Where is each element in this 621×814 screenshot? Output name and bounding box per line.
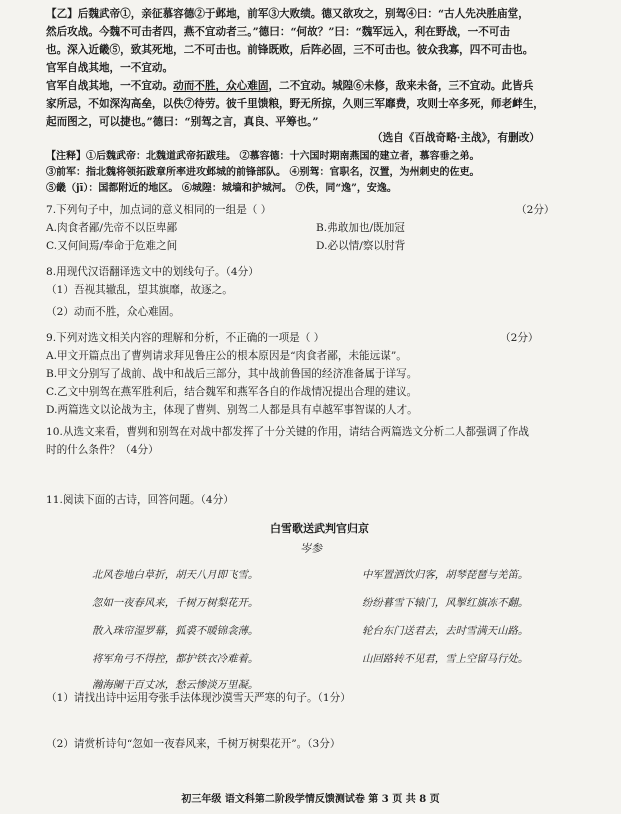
passage-b-line-5b: ，二不宜动。城隍⑥未修，敌来未备，三不宜动。此皆兵 <box>268 80 534 92</box>
poem-line-5: 瀚海阑干百丈冰，愁云惨淡万里凝。 <box>92 679 259 691</box>
poem-line-2: 忽如一夜春风来，千树万树梨花开。 <box>92 597 259 609</box>
q7-score: （2分） <box>516 204 555 216</box>
q9-option-a: A.甲文开篇点出了曹刿请求拜见鲁庄公的根本原因是“肉食者鄙，未能远谋”。 <box>46 350 407 362</box>
q10-stem-line-1: 10.从选文来看，曹刿和别驾在对战中都发挥了十分关键的作用，请结合两篇选文分析二人都强调了作战 <box>46 426 529 438</box>
notes-line-2: ③前军：指北魏将领拓跋章所率进攻邺城的前锋部队。 ④别驾：官职名，汉置，为州刺史的佐吏。 <box>46 167 480 178</box>
poem-line-3: 散入珠帘湿罗幕，狐裘不暖锦衾薄。 <box>92 625 259 637</box>
passage-b-line-3: 也。深入近畿⑤，致其死地，二不可击也。前锋既败，后阵必固，三不可击也。彼众我寡，四不可击也。 <box>46 44 534 56</box>
q7-option-d: D.必以情/察以肘背 <box>316 240 406 252</box>
q9-stem: 9.下列对选文相关内容的理解和分析，不正确的一项是（ ） <box>46 332 325 344</box>
q8-item-1: （1）吾视其辙乱，望其旗靡，故逐之。 <box>46 284 233 296</box>
q7-option-b: B.弗敢加也/既加冠 <box>316 222 405 234</box>
q7-option-c: C.又何间焉/奉命于危难之间 <box>46 240 178 252</box>
notes-line-1: 【注释】①后魏武帝：北魏道武帝拓跋珪。 ②慕容德：十六国时期南燕国的建立者，慕容垂之弟。 <box>46 151 480 162</box>
page-footer: 初三年级 语文科第二阶段学情反馈测试卷 第 3 页 共 8 页 <box>181 794 440 805</box>
q8-item-2: （2）动而不胜，众心难固。 <box>46 306 180 318</box>
q7-option-a: A.肉食者鄙/先帝不以臣卑鄙 <box>46 222 178 234</box>
poem-line-8: 轮台东门送君去，去时雪满天山路。 <box>362 625 529 637</box>
poem-title: 白雪歌送武判官归京 <box>270 522 369 535</box>
poem-line-1: 北风卷地白草折，胡天八月即飞雪。 <box>92 569 259 581</box>
poem-line-4: 将军角弓不得控，都护铁衣冷难着。 <box>92 653 259 665</box>
passage-b-line-2: 然后攻战。今魏不可击者四，燕不宜动者三。”德曰：“何故？”曰：“魏军远入，利在野战，一不可击 <box>46 26 511 38</box>
underlined-sentence-2: 动而不胜，众心难固 <box>173 80 269 92</box>
passage-b-line-5 <box>46 78 586 95</box>
passage-b-line-6: 家所忌，不如深沟高垒，以佚⑦待劳。彼千里馈粮，野无所掠，久则三军靡费，攻则士卒多死，师老衅生， <box>46 98 544 110</box>
passage-b-line-7: 起而图之，可以捷也。”德曰：“别驾之言，真良、平筹也。” <box>46 116 319 128</box>
q7-stem: 7.下列句子中，加点词的意义相同的一组是（ ） <box>46 204 272 216</box>
q9-option-c: C.乙文中别驾在燕军胜利后，结合魏军和燕军各自的作战情况提出合理的建议。 <box>46 386 418 398</box>
q10-stem-line-2: 时的什么条件？（4分） <box>46 444 159 456</box>
q11-sub-1: （1）请找出诗中运用夸张手法体现沙漠雪天严寒的句子。（1分） <box>46 692 351 704</box>
passage-b-line-5a: 官军自战其地，一不宜动。 <box>46 80 174 92</box>
poem-line-9: 山回路转不见君，雪上空留马行处。 <box>362 653 529 665</box>
q11-sub-2: （2）请赏析诗句“忽如一夜春风来，千树万树梨花开”。（3分） <box>46 738 341 750</box>
poem-line-7: 纷纷暮雪下辕门，风掣红旗冻不翻。 <box>362 597 529 609</box>
notes-line-3: ⑤畿（jī）：国都附近的地区。 ⑥城隍：城墙和护城河。 ⑦佚，同“逸”，安逸。 <box>46 183 397 194</box>
q8-stem: 8.用现代汉语翻译选文中的划线句子。（4分） <box>46 266 259 278</box>
passage-b-line-4: 官军自战其地，一不宜动。 <box>46 62 174 74</box>
passage-b-source: （选自《百战奇略·主战》，有删改） <box>372 132 540 144</box>
poem-author: 岑参 <box>300 542 322 555</box>
poem-line-6: 中军置酒饮归客，胡琴琵琶与羌笛。 <box>362 569 529 581</box>
q9-score: （2分） <box>500 332 539 344</box>
passage-b-line-1: 【乙】后魏武帝①，亲征慕容德②于邺地，前军③大败绩。德又欲攻之，别驾④曰：“古人先决胜庙堂， <box>46 8 529 20</box>
q9-option-d: D.两篇选文以论战为主，体现了曹刿、别驾二人都是具有卓越军事智谋的人才。 <box>46 404 418 416</box>
q9-option-b: B.甲文分别写了战前、战中和战后三部分，其中战前鲁国的经济准备属于详写。 <box>46 368 418 380</box>
q11-stem: 11.阅读下面的古诗，回答问题。（4分） <box>46 494 234 506</box>
